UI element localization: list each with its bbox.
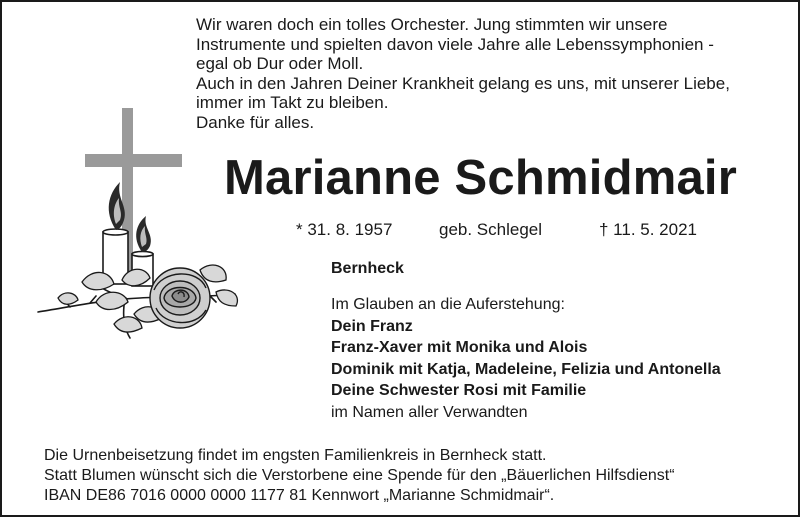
rose-icon — [150, 268, 210, 328]
mourner-line: Deine Schwester Rosi mit Familie — [331, 382, 587, 399]
birth-date: * 31. 8. 1957 — [296, 220, 393, 239]
death-date: † 11. 5. 2021 — [599, 220, 697, 239]
mourners-closing: im Namen aller Verwandten — [331, 403, 528, 421]
mourner-line: Dein Franz — [331, 317, 413, 335]
verse-line: egal ob Dur oder Moll. — [196, 54, 364, 74]
mourners-intro: Im Glauben an die Auferstehung: — [331, 296, 565, 313]
maiden-name: geb. Schlegel — [439, 220, 543, 239]
funeral-notes — [44, 446, 675, 507]
footer-line: Statt Blumen wünscht sich die Verstorbene eine Spende für den „Bäuerlichen Hilfsdienst“ — [44, 467, 675, 485]
verse-line: Danke für alles. — [196, 112, 315, 132]
verse-line: Wir waren doch ein tolles Orchester. Jung stimmten wir unsere — [196, 15, 668, 34]
deceased-name: Marianne Schmidmair — [224, 151, 738, 205]
residence-place: Bernheck — [331, 260, 404, 277]
mourner-line: Franz-Xaver mit Monika und Alois — [331, 339, 588, 356]
footer-line: Die Urnenbeisetzung findet im engsten Familienkreis in Bernheck statt. — [44, 447, 547, 464]
verse-line: Auch in den Jahren Deiner Krankheit gelang es uns, mit unserer Liebe, — [196, 73, 730, 93]
cross-icon — [85, 108, 182, 276]
mourners-list — [331, 294, 721, 423]
mourner-line: Dominik mit Katja, Madeleine, Felizia und Antonella — [331, 360, 721, 378]
footer-line: IBAN DE86 7016 0000 0000 1177 81 Kennwort „Marianne Schmidmair“. — [44, 487, 555, 505]
verse-line: Instrumente und spielten davon viele Jahre alle Lebenssymphonien - — [196, 34, 714, 54]
memorial-emblem — [30, 102, 260, 347]
verse-line: immer im Takt zu bleiben. — [196, 93, 389, 113]
memorial-verse — [196, 15, 786, 133]
